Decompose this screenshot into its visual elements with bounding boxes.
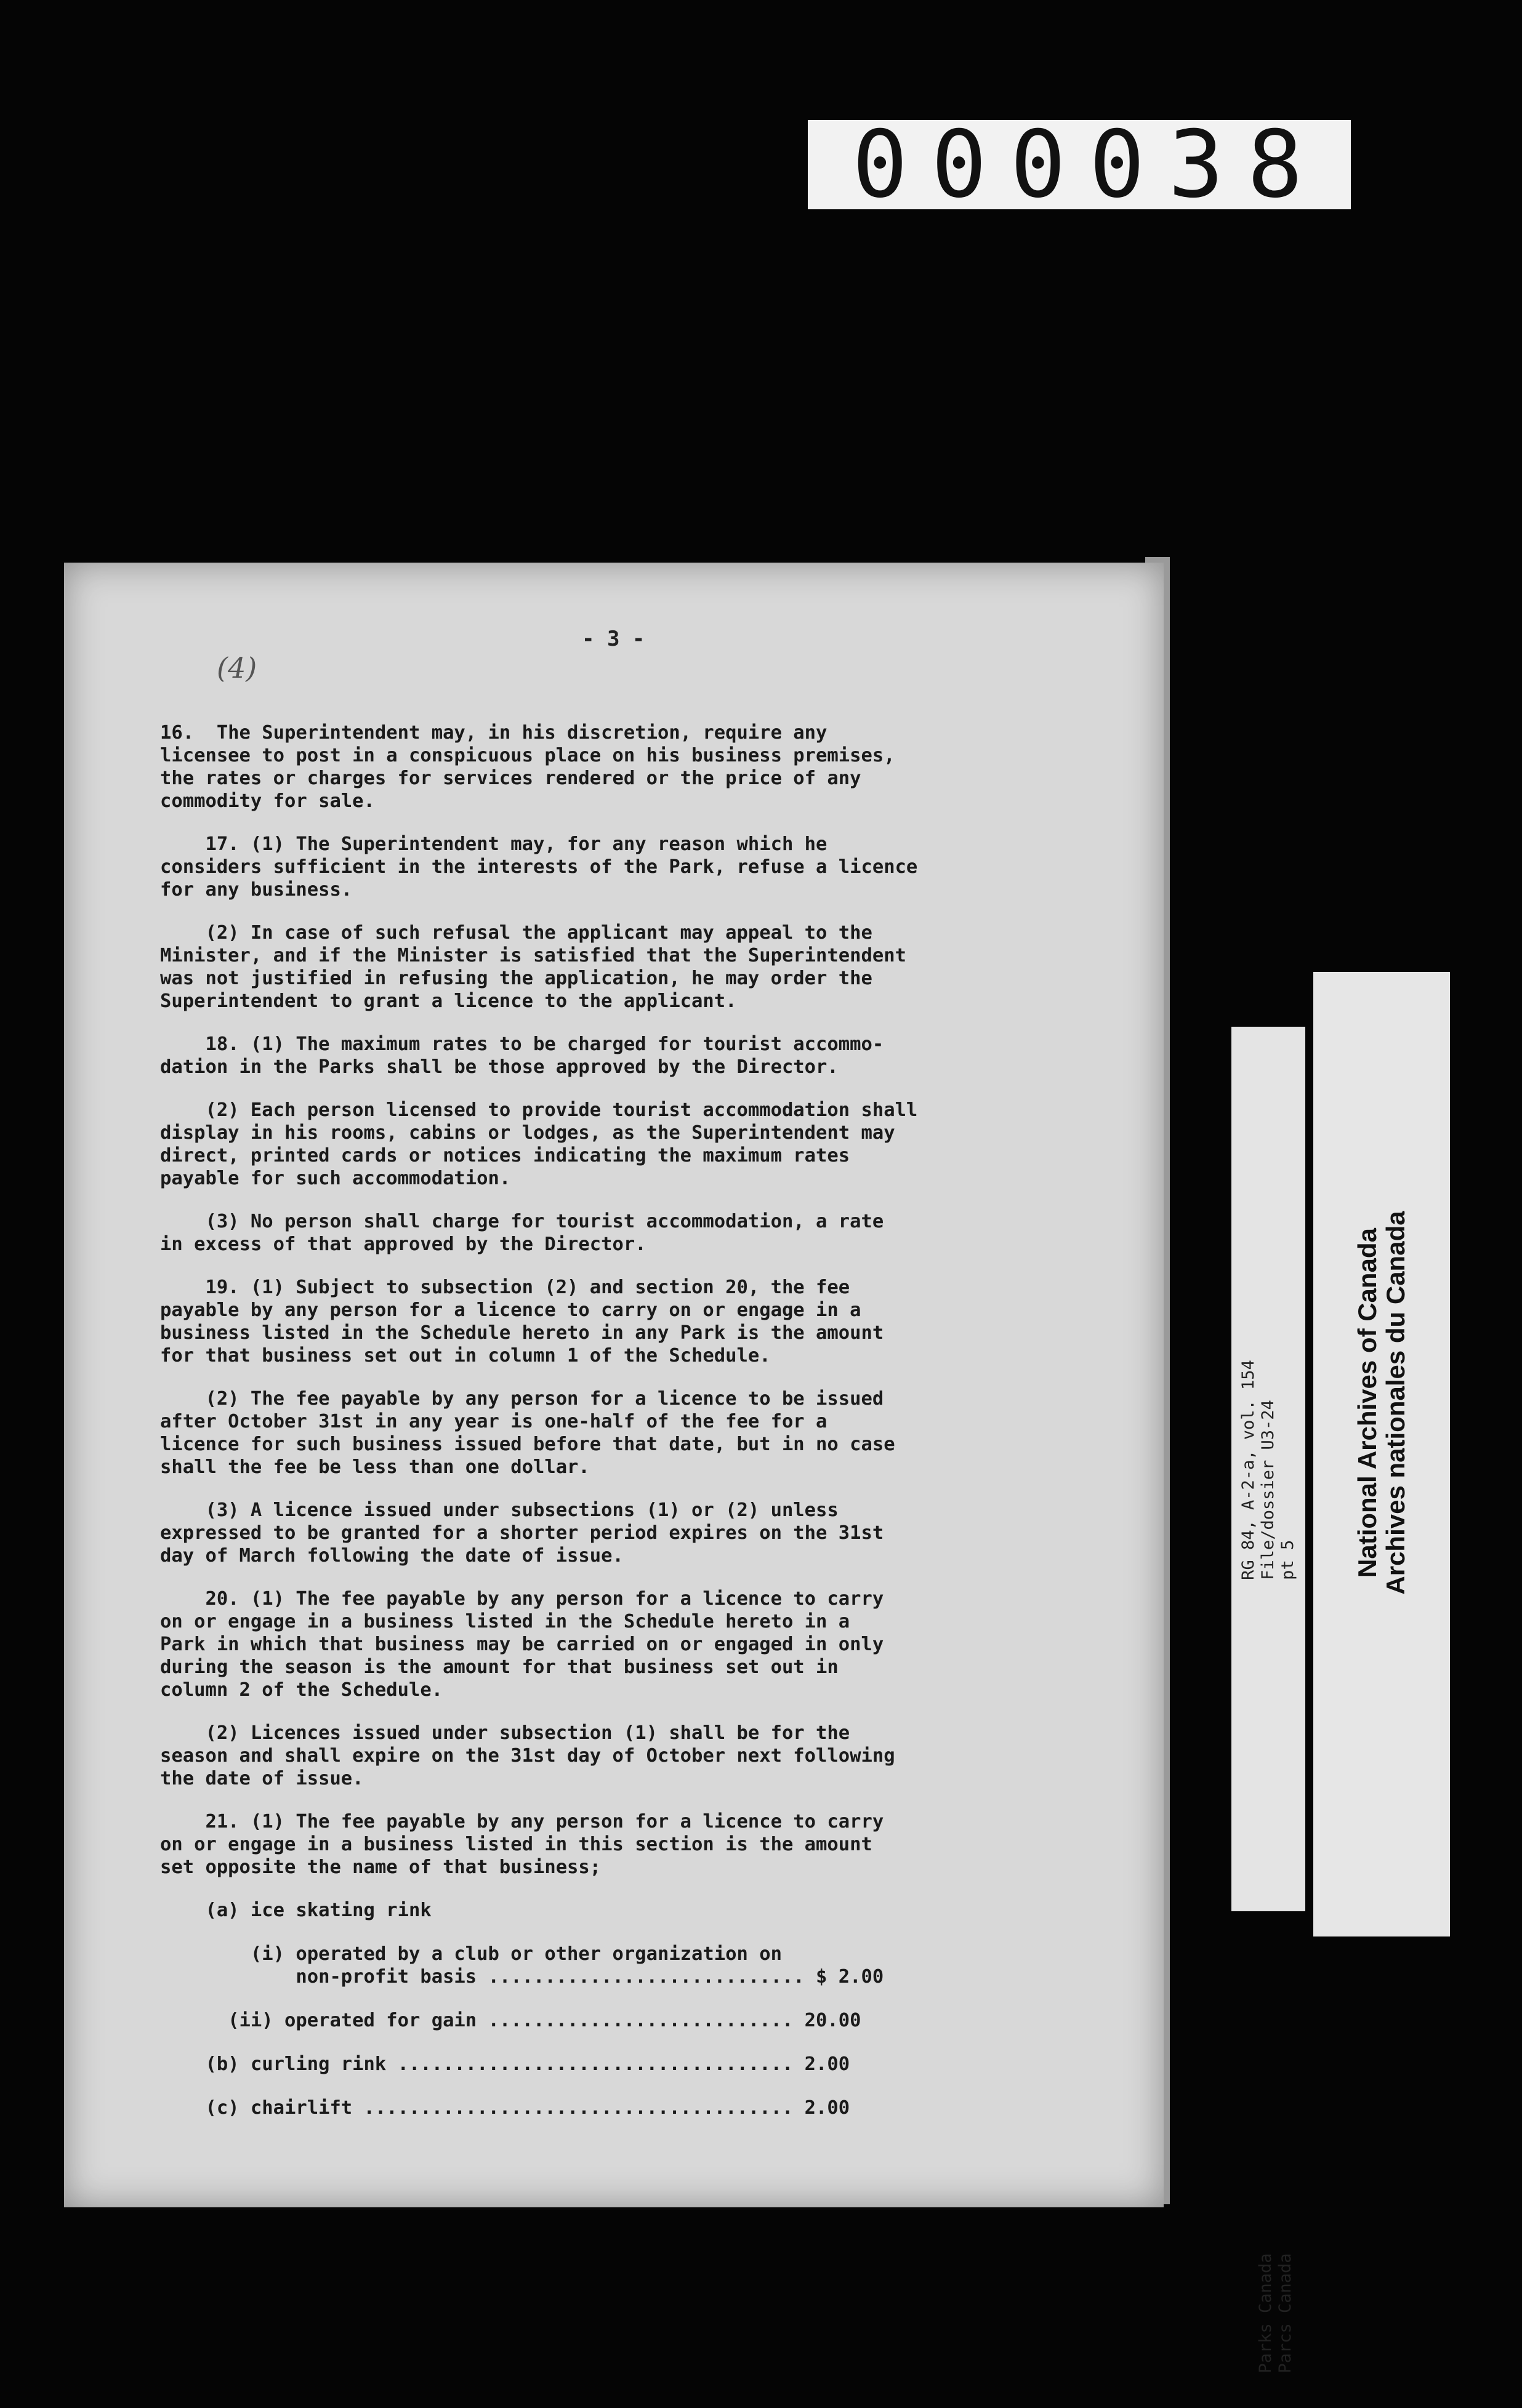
paragraph-19-1: 19. (1) Subject to subsection (2) and section 20, the fee payable by any person for a licence to carry on or engage in a business listed in the Schedule hereto in any Park is the amount for that business set out in column 1 of the Schedule. bbox=[160, 1277, 884, 1367]
paragraph-19-2: (2) The fee payable by any person for a licence to be issued after October 31st in any year is one-half of the fee for a licence for such business issued before that date, but in no case shall the fee be less than one dollar. bbox=[160, 1388, 895, 1478]
paragraph-17-2: (2) In case of such refusal the applicant may appeal to the Minister, and if the Minister is satisfied that the Superintendent was not justified in refusing the application, he may order the Superintendent to grant a licence to the applicant. bbox=[160, 922, 906, 1012]
paragraph-18-3: (3) No person shall charge for tourist accommodation, a rate in excess of that approved by the Director. bbox=[160, 1211, 884, 1255]
schedule-item-b: (b) curling rink ................................... 2.00 bbox=[160, 2053, 850, 2075]
schedule-item-a: (a) ice skating rink bbox=[160, 1900, 432, 1921]
parks-canada-text: Parks Canada Parcs Canada bbox=[1256, 2253, 1295, 2374]
paragraph-18-2: (2) Each person licensed to provide tourist accommodation shall display in his rooms, cabins or lodges, as the Superintendent may direct, printed cards or notices indicating the maximum rates payable for such accommodation. bbox=[160, 1099, 918, 1189]
frame-number-label bbox=[808, 111, 1351, 219]
frame-number: 000038 bbox=[852, 111, 1326, 219]
national-archives-text: National Archives of Canada Archives nationales du Canada bbox=[1353, 1211, 1410, 1595]
national-archives-label bbox=[1313, 972, 1450, 1936]
archive-reference-text: RG 84, A-2-a, vol. 154 File/dossier U3-24 pt 5 bbox=[1239, 1360, 1297, 1580]
paragraph-20-1: 20. (1) The fee payable by any person for a licence to carry on or engage in a business listed in the Schedule hereto in a Park in which that business may be carried on or engaged in only during the season is the amount for that business set out in column 2 of the Schedule. bbox=[160, 1588, 884, 1701]
schedule-item-a-i: (i) operated by a club or other organization on non-profit basis ............................ $ 2.00 bbox=[250, 1943, 884, 1988]
paragraph-20-2: (2) Licences issued under subsection (1) shall be for the season and shall expire on the 31st day of October next following the date of issue. bbox=[160, 1722, 895, 1789]
schedule-item-a-ii: (ii) operated for gain ........................... 20.00 bbox=[160, 2010, 861, 2031]
handwritten-mark: (4) bbox=[217, 651, 257, 684]
paragraph-21-1: 21. (1) The fee payable by any person for a licence to carry on or engage in a business listed in this section is the amount set opposite the name of that business; bbox=[160, 1811, 884, 1878]
document-body bbox=[160, 721, 1121, 2140]
page-number: - 3 - bbox=[582, 627, 645, 651]
archive-reference-label bbox=[1231, 1027, 1305, 2374]
paragraph-18-1: 18. (1) The maximum rates to be charged for tourist accommo- dation in the Parks shall be those approved by the Director. bbox=[160, 1033, 884, 1078]
schedule-item-c: (c) chairlift ...................................... 2.00 bbox=[160, 2097, 850, 2119]
paragraph-16: 16. The Superintendent may, in his discretion, require any licensee to post in a conspicuous place on his business premises, the rates or charges for services rendered or the price of any commodity for sale. bbox=[160, 722, 895, 812]
paragraph-19-3: (3) A licence issued under subsections (1) or (2) unless expressed to be granted for a shorter period expires on the 31st day of March following the date of issue. bbox=[160, 1499, 884, 1567]
paragraph-17-1: 17. (1) The Superintendent may, for any reason which he considers sufficient in the interests of the Park, refuse a licence for any business. bbox=[160, 833, 918, 901]
